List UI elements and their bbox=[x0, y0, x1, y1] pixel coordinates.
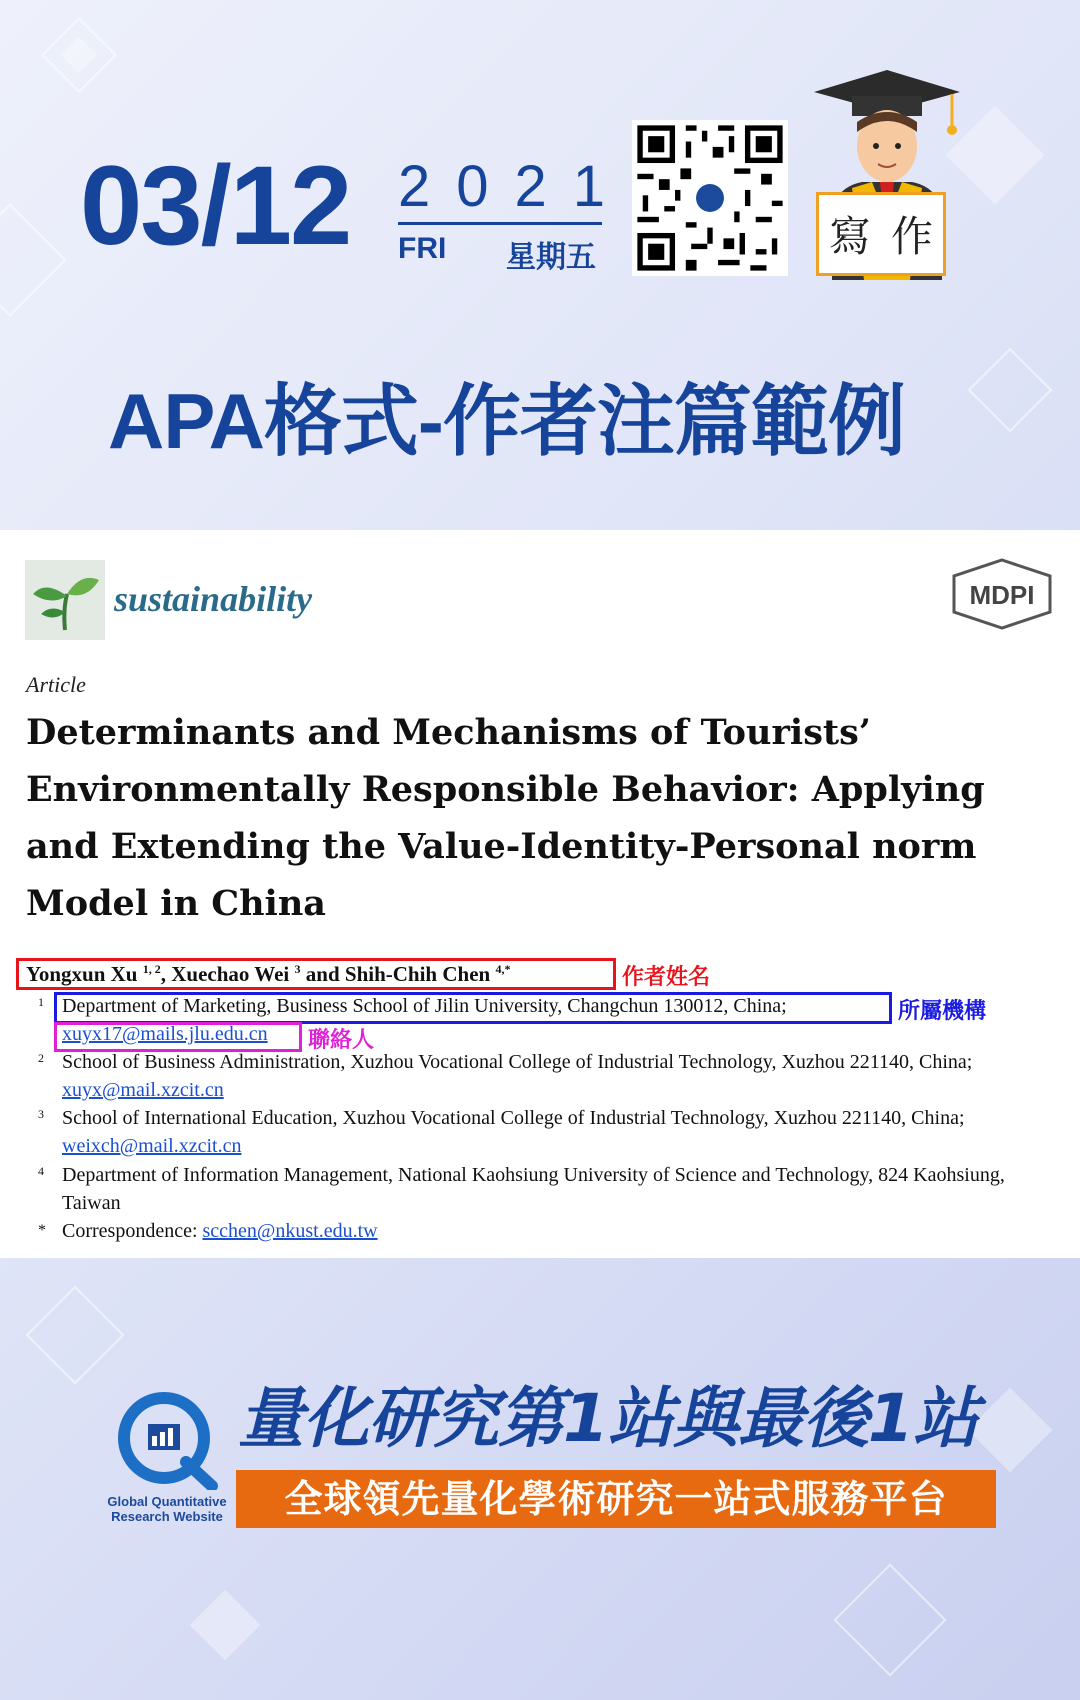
publisher-name: MDPI bbox=[969, 580, 1035, 610]
article-title: Determinants and Mechanisms of Tourists’ Environmentally Responsible Behavior: Applying and Extending the Value-Identity-Personal norm Model in China bbox=[26, 712, 985, 924]
bg-diamond bbox=[968, 348, 1053, 433]
slogan: 量化研究第1站與最後1站 bbox=[238, 1380, 978, 1457]
affiliation-text: Department of Marketing, Business School of Jilin University, Changchun 130012, China; bbox=[62, 995, 787, 1017]
year-display: 2021 bbox=[398, 154, 632, 219]
author-names-annotation: 作者姓名 bbox=[622, 965, 711, 990]
author-affiliation-ref: 1, 2 bbox=[142, 962, 161, 976]
affiliation-email-link[interactable]: xuyx@mail.xzcit.cn bbox=[62, 1079, 224, 1101]
affiliation-annotation: 所屬機構 bbox=[898, 999, 987, 1024]
affiliation-item bbox=[38, 1161, 1052, 1217]
author-highlight-box bbox=[16, 958, 616, 990]
year-divider bbox=[398, 222, 602, 225]
bg-diamond bbox=[968, 1388, 1053, 1473]
writing-sign bbox=[816, 192, 946, 276]
author-separator: and bbox=[300, 962, 345, 986]
bg-diamond bbox=[26, 1286, 125, 1385]
affiliation-number: 3 bbox=[38, 1107, 44, 1121]
author-affiliation-ref: 4,* bbox=[495, 962, 511, 976]
qr-code[interactable] bbox=[632, 120, 788, 276]
page-title: APA格式-作者注篇範例 bbox=[108, 377, 905, 465]
author-affiliation-ref: 3 bbox=[294, 962, 301, 976]
contact-annotation: 聯絡人 bbox=[308, 1028, 375, 1053]
correspondence-label: Correspondence: bbox=[62, 1220, 198, 1242]
affiliation-text: Department of Information Management, National Kaohsiung University of Science and Technology, 824 Kaohsiung, Taiwan bbox=[62, 1164, 1005, 1214]
author-separator: , bbox=[160, 962, 172, 986]
sprout-logo-icon bbox=[25, 560, 105, 640]
paper-excerpt bbox=[0, 530, 1080, 1258]
correspondence-email-link[interactable]: scchen@nkust.edu.tw bbox=[202, 1220, 378, 1242]
affiliation-text: School of International Education, Xuzhou Vocational College of Industrial Technology, Xuzhou 221140, China; bbox=[62, 1107, 965, 1129]
affiliation-item bbox=[38, 1104, 1052, 1160]
asterisk-icon: * bbox=[38, 1222, 46, 1239]
brand-caption: Global Quantitative Research Website bbox=[107, 1494, 227, 1524]
bg-diamond bbox=[833, 1563, 946, 1676]
bg-diamond bbox=[190, 1590, 261, 1661]
affiliation-email-link[interactable]: weixch@mail.xzcit.cn bbox=[62, 1135, 242, 1157]
mdpi-logo-icon bbox=[950, 558, 1054, 630]
bg-diamond bbox=[0, 203, 67, 316]
contact-highlight-box bbox=[54, 1022, 302, 1052]
author-name: Yongxun Xu bbox=[26, 962, 138, 986]
affiliation-item bbox=[38, 1048, 1052, 1104]
affiliation-text: School of Business Administration, Xuzhou Vocational College of Industrial Technology, Xuzhou 221140, China; bbox=[62, 1051, 973, 1073]
affiliation-email-link[interactable]: xuyx17@mails.jlu.edu.cn bbox=[62, 1023, 268, 1045]
journal-name: sustainability bbox=[114, 579, 313, 619]
date-display: 03/12 bbox=[80, 143, 351, 268]
correspondence-line bbox=[38, 1217, 1052, 1245]
article-type: Article bbox=[26, 672, 86, 697]
brand-logo-icon bbox=[112, 1390, 224, 1490]
weekday-chinese: 星期五 bbox=[506, 241, 596, 274]
affiliation-number: 4 bbox=[38, 1164, 44, 1178]
author-name: Xuechao Wei bbox=[171, 962, 290, 986]
sign-char: 寫 bbox=[828, 212, 871, 261]
sub-slogan-banner: 全球領先量化學術研究一站式服務平台 bbox=[236, 1470, 996, 1528]
sign-char: 作 bbox=[890, 212, 933, 261]
author-name: Shih-Chih Chen bbox=[344, 962, 491, 986]
weekday-english: FRI bbox=[398, 232, 447, 265]
affiliation-number: 2 bbox=[38, 1051, 44, 1065]
affiliation-number: 1 bbox=[38, 995, 44, 1009]
affiliation-highlight-box bbox=[54, 992, 892, 1024]
